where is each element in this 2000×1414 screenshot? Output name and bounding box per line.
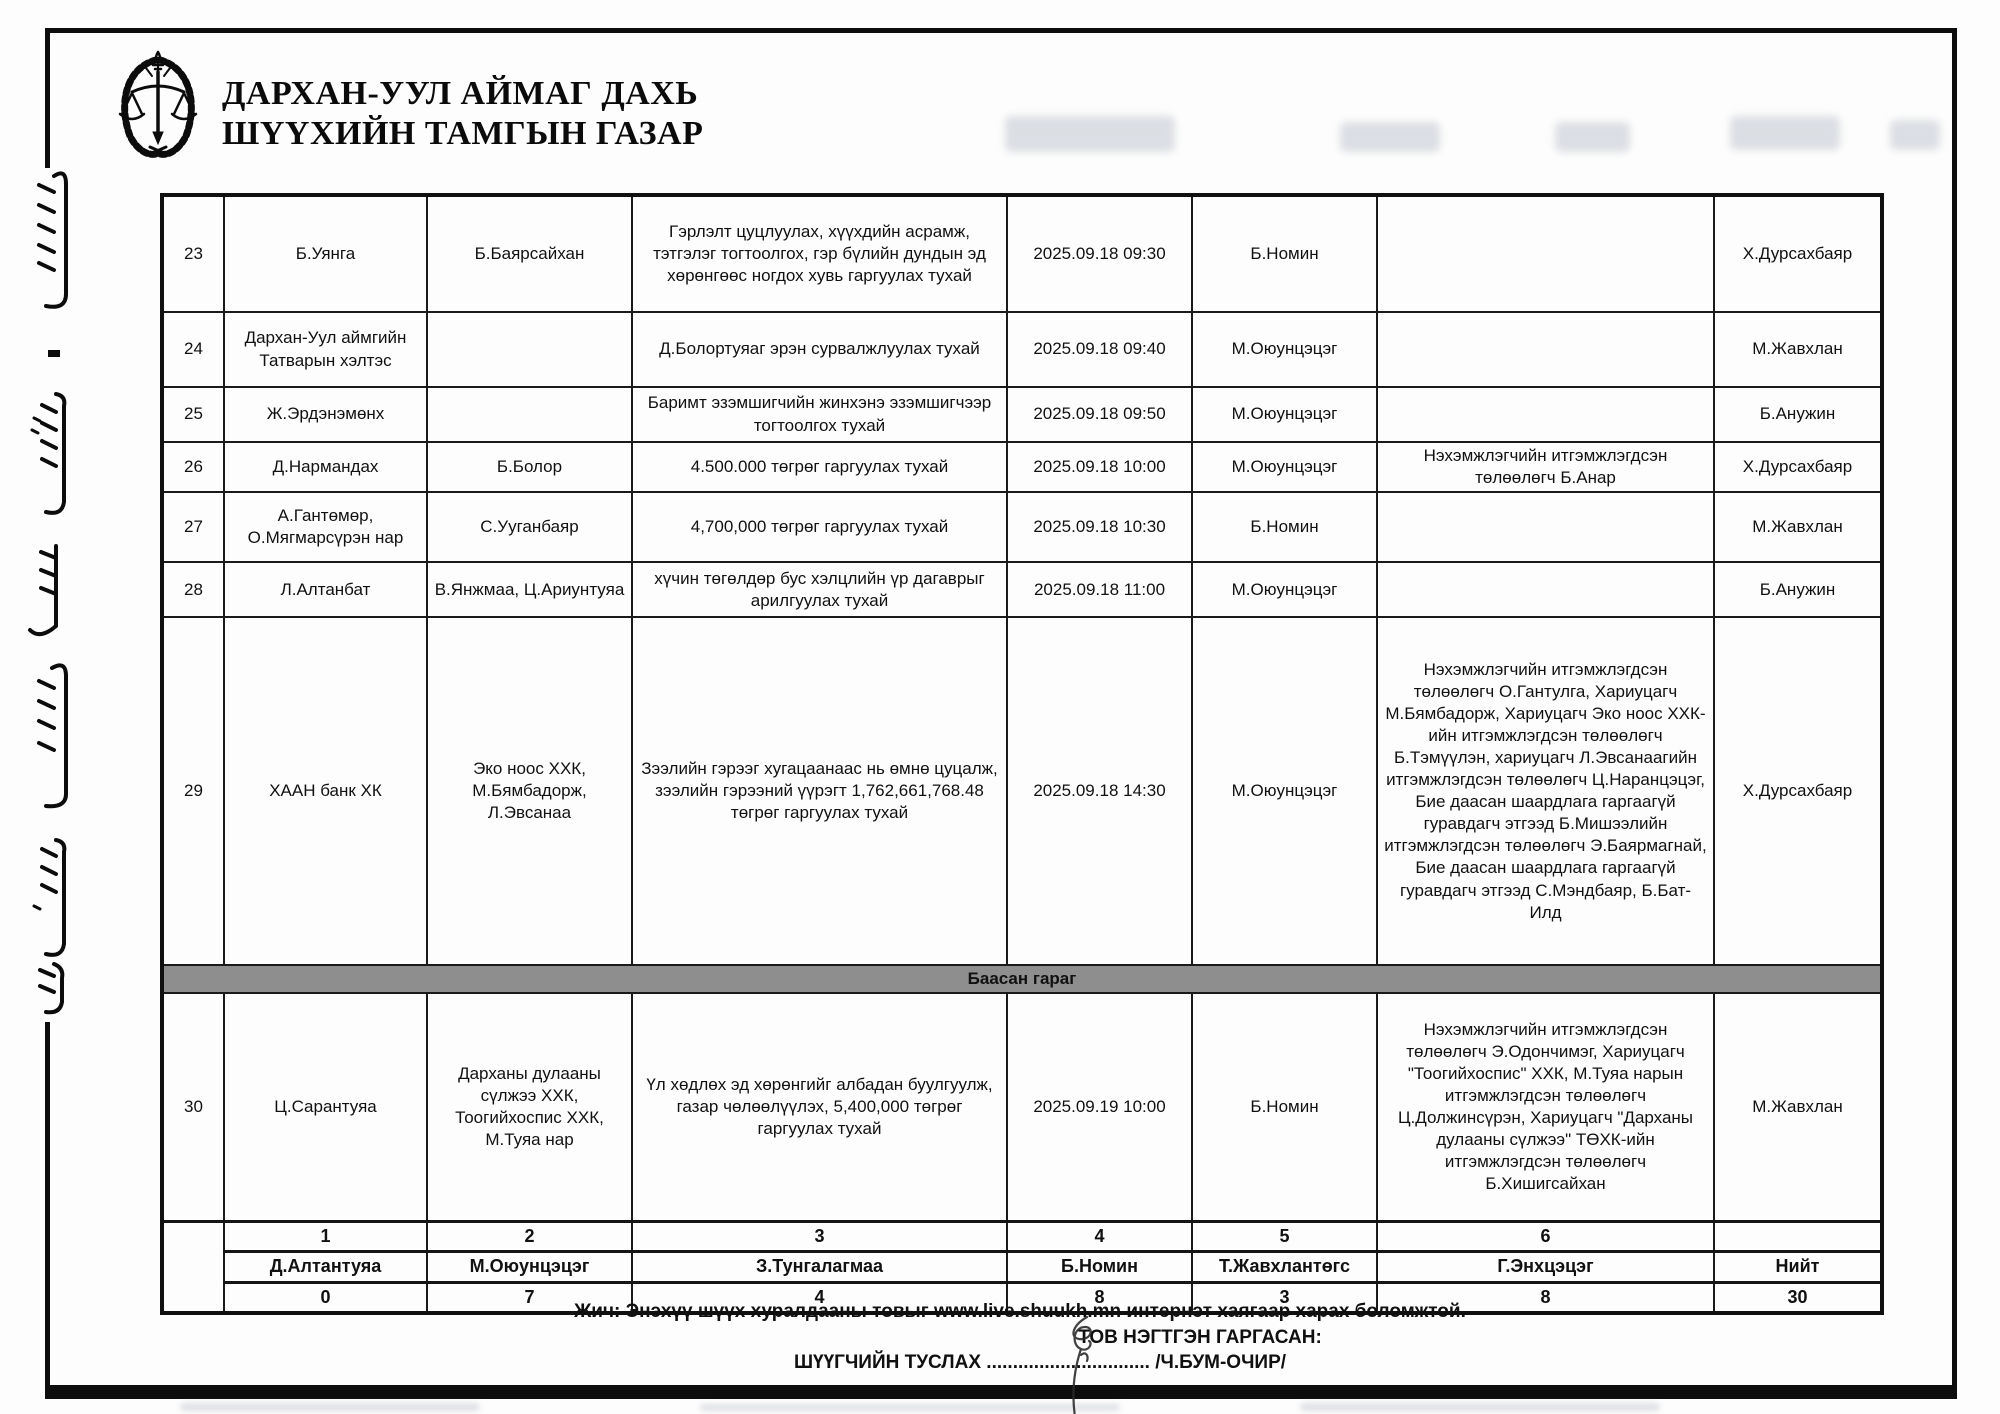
footer-judge-name: М.Оюунцэцэг bbox=[427, 1252, 632, 1282]
footer-judge-name: Т.Жавхлантөгс bbox=[1192, 1252, 1377, 1282]
frame-border-right bbox=[1952, 28, 1957, 1399]
footer-col-number: 5 bbox=[1192, 1221, 1377, 1251]
table-row bbox=[162, 195, 1882, 312]
footer-judge-names-row bbox=[162, 1252, 1882, 1282]
footer-col-number: 6 bbox=[1377, 1221, 1714, 1251]
scan-noise bbox=[180, 1403, 480, 1411]
cell-judge: М.Оюунцэцэг bbox=[1192, 562, 1377, 617]
footer-total-label: Нийт bbox=[1714, 1252, 1882, 1282]
cell-case: Д.Болортуяаг эрэн сурвалжлуулах тухай bbox=[632, 312, 1007, 387]
footer-col-number: 1 bbox=[224, 1221, 427, 1251]
cell-case: Зээлийн гэрээг хугацаанаас нь өмнө цуцалж, зээлийн гэрээний үүрэгт 1,762,661,768.48 төгрөг гаргуулах тухай bbox=[632, 617, 1007, 965]
handwritten-signature bbox=[1035, 1315, 1125, 1414]
cell-plaintiff: Ц.Сарантуяа bbox=[224, 993, 427, 1221]
table-row bbox=[162, 617, 1882, 965]
cell-datetime: 2025.09.18 11:00 bbox=[1007, 562, 1192, 617]
footer-judge-name: Д.Алтантуяа bbox=[224, 1252, 427, 1282]
footer-col-number: 3 bbox=[632, 1221, 1007, 1251]
footer-count: 8 bbox=[1007, 1282, 1192, 1313]
cell-judge: М.Оюунцэцэг bbox=[1192, 312, 1377, 387]
cell-plaintiff: Л.Алтанбат bbox=[224, 562, 427, 617]
cell-note bbox=[1377, 312, 1714, 387]
day-separator-label: Баасан гараг bbox=[162, 965, 1882, 993]
cell-note bbox=[1377, 562, 1714, 617]
signature-dots: ............................... bbox=[986, 1352, 1150, 1373]
cell-plaintiff: ХААН банк ХК bbox=[224, 617, 427, 965]
cell-defendant: С.Ууганбаяр bbox=[427, 492, 632, 562]
cell-no: 27 bbox=[162, 492, 224, 562]
cell-no: 23 bbox=[162, 195, 224, 312]
cell-judge: Б.Номин bbox=[1192, 993, 1377, 1221]
cell-datetime: 2025.09.18 10:30 bbox=[1007, 492, 1192, 562]
cell-defendant bbox=[427, 387, 632, 442]
cell-judge: Б.Номин bbox=[1192, 195, 1377, 312]
table-row bbox=[162, 387, 1882, 442]
cell-no: 29 bbox=[162, 617, 224, 965]
cell-defendant: Эко ноос ХХК, М.Бямбадорж, Л.Эвсанаа bbox=[427, 617, 632, 965]
assistant-label: ШҮҮГЧИЙН ТУСЛАХ bbox=[793, 1352, 982, 1373]
cell-defendant: Дарханы дулааны сүлжээ ХХК, Тоогийхоспис ХХК, М.Туяа нар bbox=[427, 993, 632, 1221]
cell-case: 4,700,000 төгрөг гаргуулах тухай bbox=[632, 492, 1007, 562]
cell-judge: Б.Номин bbox=[1192, 492, 1377, 562]
table-row bbox=[162, 492, 1882, 562]
cell-datetime: 2025.09.18 09:50 bbox=[1007, 387, 1192, 442]
footer-judge-name: Б.Номин bbox=[1007, 1252, 1192, 1282]
assistant-name: /Ч.БУМ-ОЧИР/ bbox=[1155, 1352, 1287, 1373]
day-separator-row bbox=[162, 965, 1882, 993]
footer-count: 0 bbox=[224, 1282, 427, 1313]
footer-col-number: 4 bbox=[1007, 1221, 1192, 1251]
cell-secretary: Х.Дурсахбаяр bbox=[1714, 617, 1882, 965]
cell-defendant: Б.Болор bbox=[427, 442, 632, 492]
footer-judge-name: Г.Энхцэцэг bbox=[1377, 1252, 1714, 1282]
remark-note: Жич: Энэхүү шүүх хуралдааны товыг www.live.shuukh.mn интернэт хаягаар харах боломжтой. bbox=[574, 1301, 1466, 1322]
scan-smudge bbox=[1005, 116, 1175, 152]
schedule-table bbox=[160, 193, 1884, 1315]
cell-defendant: В.Янжмаа, Ц.Ариунтуяа bbox=[427, 562, 632, 617]
frame-border-bottom bbox=[45, 1385, 1957, 1399]
cell-note: Нэхэмжлэгчийн итгэмжлэгдсэн төлөөлөгч О.Гантулга, Хариуцагч М.Бямбадорж, Хариуцагч Эко ноос ХХК-ийн итгэмжлэгдсэн төлөөлөгч Б.Тэмүүлэн, хариуцагч Л.Эвсанаагийн итгэмжлэгдсэн төлөөлөгч Ц.Наранцэцэг, Бие даасан шаардлага гаргаагүй гуравдагч этгээд Б.Мишээлийн итгэмжлэгдсэн төлөөлөгч Э.Баярмагнай, Бие даасан шаардлага гаргаагүй гуравдагч этгээд С.Мэндбаяр, Б.Бат-Илд bbox=[1377, 617, 1714, 965]
org-title bbox=[222, 74, 703, 154]
cell-defendant bbox=[427, 312, 632, 387]
org-title-line2: ШҮҮХИЙН ТАМГЫН ГАЗАР bbox=[222, 115, 704, 152]
footer-count: 4 bbox=[632, 1282, 1007, 1313]
footer-col-number bbox=[1714, 1221, 1882, 1251]
table-row bbox=[162, 442, 1882, 492]
cell-plaintiff: А.Гантөмөр, О.Мягмарсүрэн нар bbox=[224, 492, 427, 562]
footer-count: 8 bbox=[1377, 1282, 1714, 1313]
footer-count: 7 bbox=[427, 1282, 632, 1313]
frame-border-top bbox=[45, 28, 1957, 33]
compiled-by-label: ТОВ НЭГТГЭН ГАРГАСАН: bbox=[1078, 1327, 1322, 1348]
footer-count: 3 bbox=[1192, 1282, 1377, 1313]
scan-smudge bbox=[1340, 122, 1440, 152]
scan-noise bbox=[1300, 1403, 1660, 1411]
cell-secretary: М.Жавхлан bbox=[1714, 312, 1882, 387]
cell-secretary: М.Жавхлан bbox=[1714, 492, 1882, 562]
frame-border-left-upper bbox=[45, 28, 50, 168]
cell-no: 30 bbox=[162, 993, 224, 1221]
cell-datetime: 2025.09.18 14:30 bbox=[1007, 617, 1192, 965]
cell-case: Гэрлэлт цуцлуулах, хүүхдийн асрамж, тэтгэлэг тогтоолгох, гэр бүлийн дундын эд хөрөнгөөс ногдох хувь гаргуулах тухай bbox=[632, 195, 1007, 312]
cell-secretary: Х.Дурсахбаяр bbox=[1714, 195, 1882, 312]
cell-secretary: М.Жавхлан bbox=[1714, 993, 1882, 1221]
org-title-line1: ДАРХАН-УУЛ АЙМАГ ДАХЬ bbox=[222, 75, 699, 112]
cell-judge: М.Оюунцэцэг bbox=[1192, 617, 1377, 965]
table-row bbox=[162, 993, 1882, 1221]
table-row bbox=[162, 562, 1882, 617]
cell-note: Нэхэмжлэгчийн итгэмжлэгдсэн төлөөлөгч Э.Одончимэг, Хариуцагч "Тоогийхоспис" ХХК, М.Туяа нарын итгэмжлэгдсэн төлөөлөгч Ц.Должинсүрэн, Хариуцагч "Дарханы дулааны сүлжээ" ТӨХК-ийн итгэмжлэгдсэн төлөөлөгч Б.Хишигсайхан bbox=[1377, 993, 1714, 1221]
footer-empty-cell bbox=[162, 1221, 224, 1313]
cell-case: хүчин төгөлдөр бус хэлцлийн үр дагаврыг арилгуулах тухай bbox=[632, 562, 1007, 617]
cell-plaintiff: Б.Уянга bbox=[224, 195, 427, 312]
cell-datetime: 2025.09.18 09:40 bbox=[1007, 312, 1192, 387]
cell-no: 24 bbox=[162, 312, 224, 387]
footer-total-count: 30 bbox=[1714, 1282, 1882, 1313]
scan-smudge bbox=[1890, 120, 1940, 150]
scan-smudge bbox=[1555, 122, 1630, 152]
cell-case: Үл хөдлөх эд хөрөнгийг албадан буулгуулж, газар чөлөөлүүлэх, 5,400,000 төгрөг гаргуулах тухай bbox=[632, 993, 1007, 1221]
cell-note bbox=[1377, 195, 1714, 312]
cell-plaintiff: Д.Нармандах bbox=[224, 442, 427, 492]
cell-datetime: 2025.09.18 09:30 bbox=[1007, 195, 1192, 312]
footer-judge-name: З.Тунгалагмаа bbox=[632, 1252, 1007, 1282]
cell-judge: М.Оюунцэцэг bbox=[1192, 387, 1377, 442]
cell-defendant: Б.Баярсайхан bbox=[427, 195, 632, 312]
scan-smudge bbox=[1730, 116, 1840, 150]
cell-case: Баримт эзэмшигчийн жинхэнэ эзэмшигчээр тогтоолгох тухай bbox=[632, 387, 1007, 442]
cell-datetime: 2025.09.18 10:00 bbox=[1007, 442, 1192, 492]
cell-datetime: 2025.09.19 10:00 bbox=[1007, 993, 1192, 1221]
cell-no: 25 bbox=[162, 387, 224, 442]
cell-note: Нэхэмжлэгчийн итгэмжлэгдсэн төлөөлөгч Б.Анар bbox=[1377, 442, 1714, 492]
cell-judge: М.Оюунцэцэг bbox=[1192, 442, 1377, 492]
frame-border-left-lower bbox=[45, 1022, 50, 1399]
cell-note bbox=[1377, 387, 1714, 442]
cell-plaintiff: Дархан-Уул аймгийн Татварын хэлтэс bbox=[224, 312, 427, 387]
cell-secretary: Х.Дурсахбаяр bbox=[1714, 442, 1882, 492]
cell-case: 4.500.000 төгрөг гаргуулах тухай bbox=[632, 442, 1007, 492]
court-logo bbox=[106, 48, 210, 158]
mongolian-script-decoration bbox=[18, 168, 90, 1018]
footer-col-number: 2 bbox=[427, 1221, 632, 1251]
table-row bbox=[162, 312, 1882, 387]
cell-plaintiff: Ж.Эрдэнэмөнх bbox=[224, 387, 427, 442]
cell-no: 28 bbox=[162, 562, 224, 617]
footer-column-numbers-row bbox=[162, 1221, 1882, 1251]
cell-note bbox=[1377, 492, 1714, 562]
cell-no: 26 bbox=[162, 442, 224, 492]
cell-secretary: Б.Анужин bbox=[1714, 562, 1882, 617]
cell-secretary: Б.Анужин bbox=[1714, 387, 1882, 442]
